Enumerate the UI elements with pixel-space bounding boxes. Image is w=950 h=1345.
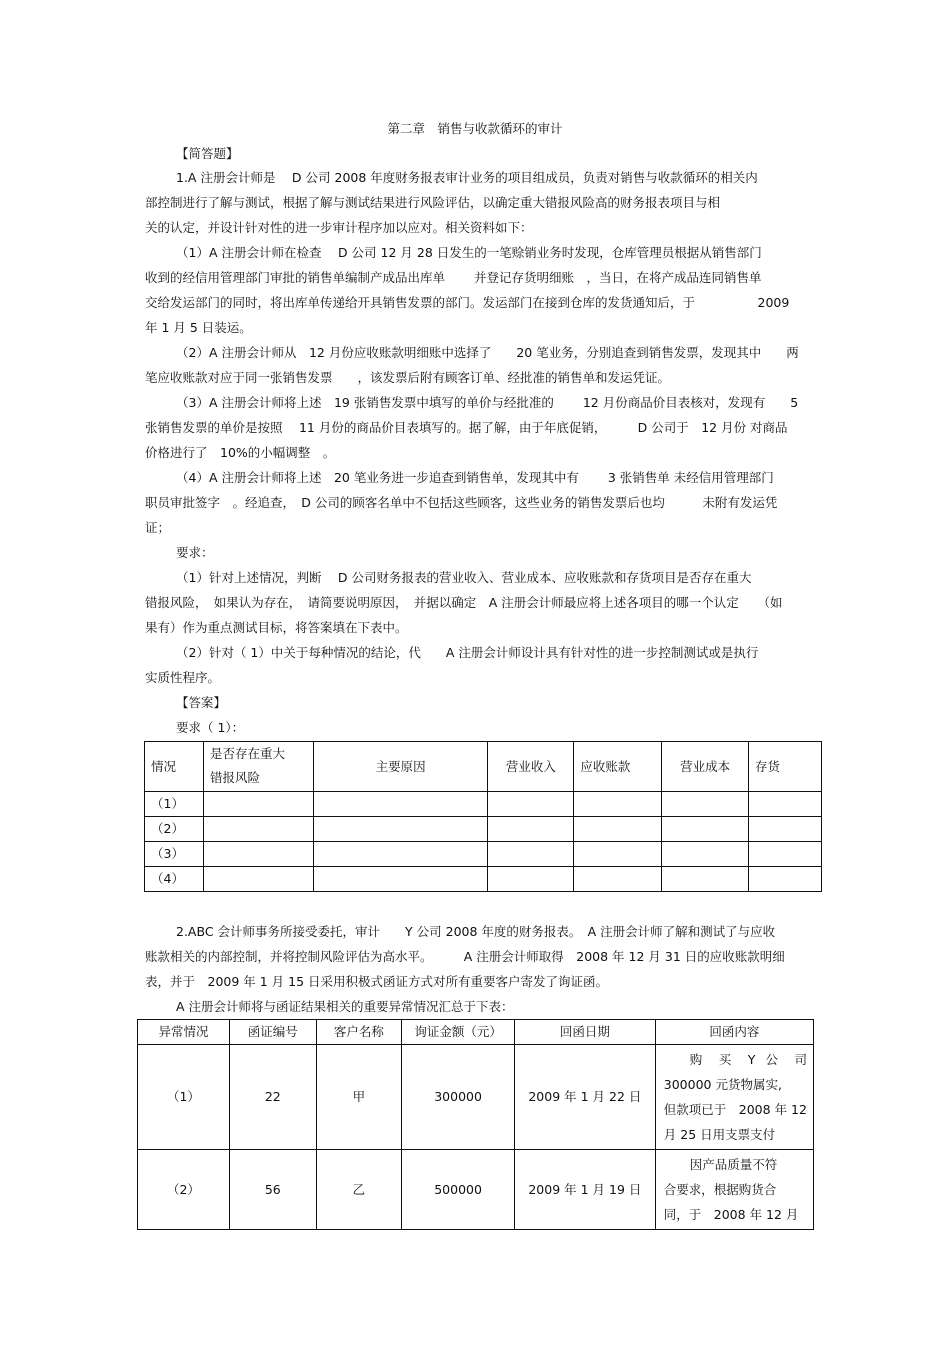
header-amount: 询证金额（元） xyxy=(402,1020,515,1045)
confirm-no-cell: 56 xyxy=(229,1150,316,1230)
table-cell xyxy=(313,817,488,842)
reply-content-line: 但款项已于 2008 年 12 xyxy=(663,1102,807,1117)
section-heading: 【简答题】 xyxy=(176,146,239,161)
reply-content-line: 因产品质量不符 xyxy=(689,1157,778,1172)
header-material-risk-line2: 错报风险 xyxy=(209,770,260,785)
q1-item3-line: （3）A 注册会计师将上述 19 张销售发票中填写的单价与经批准的 12 月份商品价目表核对，发现有 5 xyxy=(176,395,799,410)
header-customer: 客户名称 xyxy=(316,1020,402,1045)
q1-req2-line: （2）针对（ 1）中关于每种情况的结论，代 A 注册会计师设计具有针对性的进一步控制测试或是执行 xyxy=(176,645,759,660)
table-cell xyxy=(203,817,313,842)
q1-item4-line: 证； xyxy=(145,520,171,535)
header-confirm-no: 函证编号 xyxy=(229,1020,316,1045)
header-situation: 情况 xyxy=(145,742,204,792)
table-row xyxy=(138,1150,814,1230)
table-cell xyxy=(574,817,662,842)
table-cell xyxy=(203,867,313,892)
chapter-title: 第二章 销售与收款循环的审计 xyxy=(387,121,563,136)
header-main-reason: 主要原因 xyxy=(313,742,488,792)
q1-intro-line: 1.A 注册会计师是 D 公司 2008 年度财务报表审计业务的项目组成员，负责对销售与收款循环的相关内 xyxy=(176,170,758,185)
q1-req1-line: 果有）作为重点测试目标，将答案填在下表中。 xyxy=(145,620,408,635)
q1-req2-line: 实质性程序。 xyxy=(145,670,221,685)
table-cell xyxy=(313,842,488,867)
row-label: （3） xyxy=(145,842,204,867)
case-cell: （1） xyxy=(138,1045,230,1150)
table-cell xyxy=(313,792,488,817)
table-cell xyxy=(662,817,749,842)
table-cell xyxy=(749,867,822,892)
q2-summary-line: A 注册会计师将与函证结果相关的重要异常情况汇总于下表： xyxy=(176,999,514,1014)
row-label: （4） xyxy=(145,867,204,892)
table-cell xyxy=(488,817,574,842)
answer-table xyxy=(144,741,822,892)
table-cell xyxy=(749,842,822,867)
answer-label: 【答案】 xyxy=(176,695,227,710)
table-cell xyxy=(662,792,749,817)
header-revenue: 营业收入 xyxy=(488,742,574,792)
header-reply-date: 回函日期 xyxy=(515,1020,656,1045)
amount-cell: 500000 xyxy=(402,1150,515,1230)
customer-cell: 甲 xyxy=(316,1045,402,1150)
q1-intro-line: 部控制进行了解与测试，根据了解与测试结果进行风险评估，以确定重大错报风险高的财务报表项目与相 xyxy=(145,195,721,210)
requirements-label: 要求： xyxy=(176,545,214,560)
q1-item3-line: 张销售发票的单价是按照 11 月份的商品价目表填写的。据了解，由于年底促销， D 公司于 12 月份 对商品 xyxy=(145,420,788,435)
table-cell xyxy=(313,867,488,892)
table-cell xyxy=(574,792,662,817)
q1-item1-line: 年 1 月 5 日装运。 xyxy=(145,320,252,335)
q1-item1-line: 收到的经信用管理部门审批的销售单编制产成品出库单 并登记存货明细账 ，当日，在将产成品连同销售单 xyxy=(145,270,762,285)
header-inventory: 存货 xyxy=(749,742,822,792)
reply-content-line: 同，于 2008 年 12 月 xyxy=(663,1207,799,1222)
q2-intro-line: 表，并于 2009 年 1 月 15 日采用积极式函证方式对所有重要客户寄发了询证函。 xyxy=(145,974,609,989)
reply-date-cell: 2009 年 1 月 19 日 xyxy=(515,1150,656,1230)
table-cell xyxy=(488,792,574,817)
reply-content-line: 购 买 Y 公 司 xyxy=(689,1052,807,1067)
reply-content-line: 月 25 日用支票支付 xyxy=(663,1127,776,1142)
table-row xyxy=(145,842,822,867)
q1-req1-line: 错报风险， 如果认为存在， 请简要说明原因， 并据以确定 A 注册会计师最应将上述各项目的哪一个认定 （如 xyxy=(145,595,783,610)
row-label: （1） xyxy=(145,792,204,817)
table-cell xyxy=(749,792,822,817)
reply-content-line: 300000 元货物属实, xyxy=(663,1077,782,1092)
customer-cell: 乙 xyxy=(316,1150,402,1230)
table-row xyxy=(145,792,822,817)
q1-item1-line: （1）A 注册会计师在检查 D 公司 12 月 28 日发生的一笔赊销业务时发现，仓库管理员根据从销售部门 xyxy=(176,245,762,260)
table-row xyxy=(138,1045,814,1150)
q1-item3-line: 价格进行了 10%的小幅调整 。 xyxy=(145,445,336,460)
answer-table-header xyxy=(145,742,822,792)
reply-content-cell xyxy=(655,1045,813,1150)
table-cell xyxy=(749,817,822,842)
header-reply-content: 回函内容 xyxy=(655,1020,813,1045)
case-cell: （2） xyxy=(138,1150,230,1230)
q1-item4-line: （4）A 注册会计师将上述 20 笔业务进一步追查到销售单，发现其中有 3 张销售单 未经信用管理部门 xyxy=(176,470,774,485)
q2-intro-line: 账款相关的内部控制，并将控制风险评估为高水平。 A 注册会计师取得 2008 年 12 月 31 日的应收账款明细 xyxy=(145,949,785,964)
q1-item2-line: 笔应收账款对应于同一张销售发票 ，该发票后附有顾客订单、经批准的销售单和发运凭证。 xyxy=(145,370,671,385)
confirmation-table xyxy=(137,1019,814,1230)
table-row xyxy=(145,817,822,842)
q2-intro-line: 2.ABC 会计师事务所接受委托，审计 Y 公司 2008 年度的财务报表。 A 注册会计师了解和测试了与应收 xyxy=(176,924,776,939)
confirmation-table-header xyxy=(138,1020,814,1045)
row-label: （2） xyxy=(145,817,204,842)
header-receivables: 应收账款 xyxy=(574,742,662,792)
q1-item2-line: （2）A 注册会计师从 12 月份应收账款明细账中选择了 20 笔业务，分别追查到销售发票，发现其中 两 xyxy=(176,345,799,360)
table-cell xyxy=(662,867,749,892)
table-cell xyxy=(488,842,574,867)
answer-requirement-label: 要求（ 1）： xyxy=(176,720,245,735)
header-material-risk-line1: 是否存在重大 xyxy=(209,746,285,761)
q1-item1-line: 交给发运部门的同时，将出库单传递给开具销售发票的部门。发运部门在接到仓库的发货通知后，于 2009 xyxy=(145,295,790,310)
table-row xyxy=(145,867,822,892)
header-cost: 营业成本 xyxy=(662,742,749,792)
amount-cell: 300000 xyxy=(402,1045,515,1150)
q1-req1-line: （1）针对上述情况，判断 D 公司财务报表的营业收入、营业成本、应收账款和存货项目是否存在重大 xyxy=(176,570,752,585)
header-material-risk xyxy=(203,742,313,792)
table-cell xyxy=(662,842,749,867)
table-cell xyxy=(574,867,662,892)
table-cell xyxy=(488,867,574,892)
header-exception: 异常情况 xyxy=(138,1020,230,1045)
q1-intro-line: 关的认定，并设计针对性的进一步审计程序加以应对。相关资料如下： xyxy=(145,220,533,235)
confirm-no-cell: 22 xyxy=(229,1045,316,1150)
reply-content-line: 合要求，根据购货合 xyxy=(663,1182,777,1197)
table-cell xyxy=(203,842,313,867)
q1-item4-line: 职员审批签字 。经追查， D 公司的顾客名单中不包括这些顾客，这些业务的销售发票后也均 未附有发运凭 xyxy=(145,495,778,510)
reply-content-cell xyxy=(655,1150,813,1230)
table-cell xyxy=(203,792,313,817)
reply-date-cell: 2009 年 1 月 22 日 xyxy=(515,1045,656,1150)
table-cell xyxy=(574,842,662,867)
